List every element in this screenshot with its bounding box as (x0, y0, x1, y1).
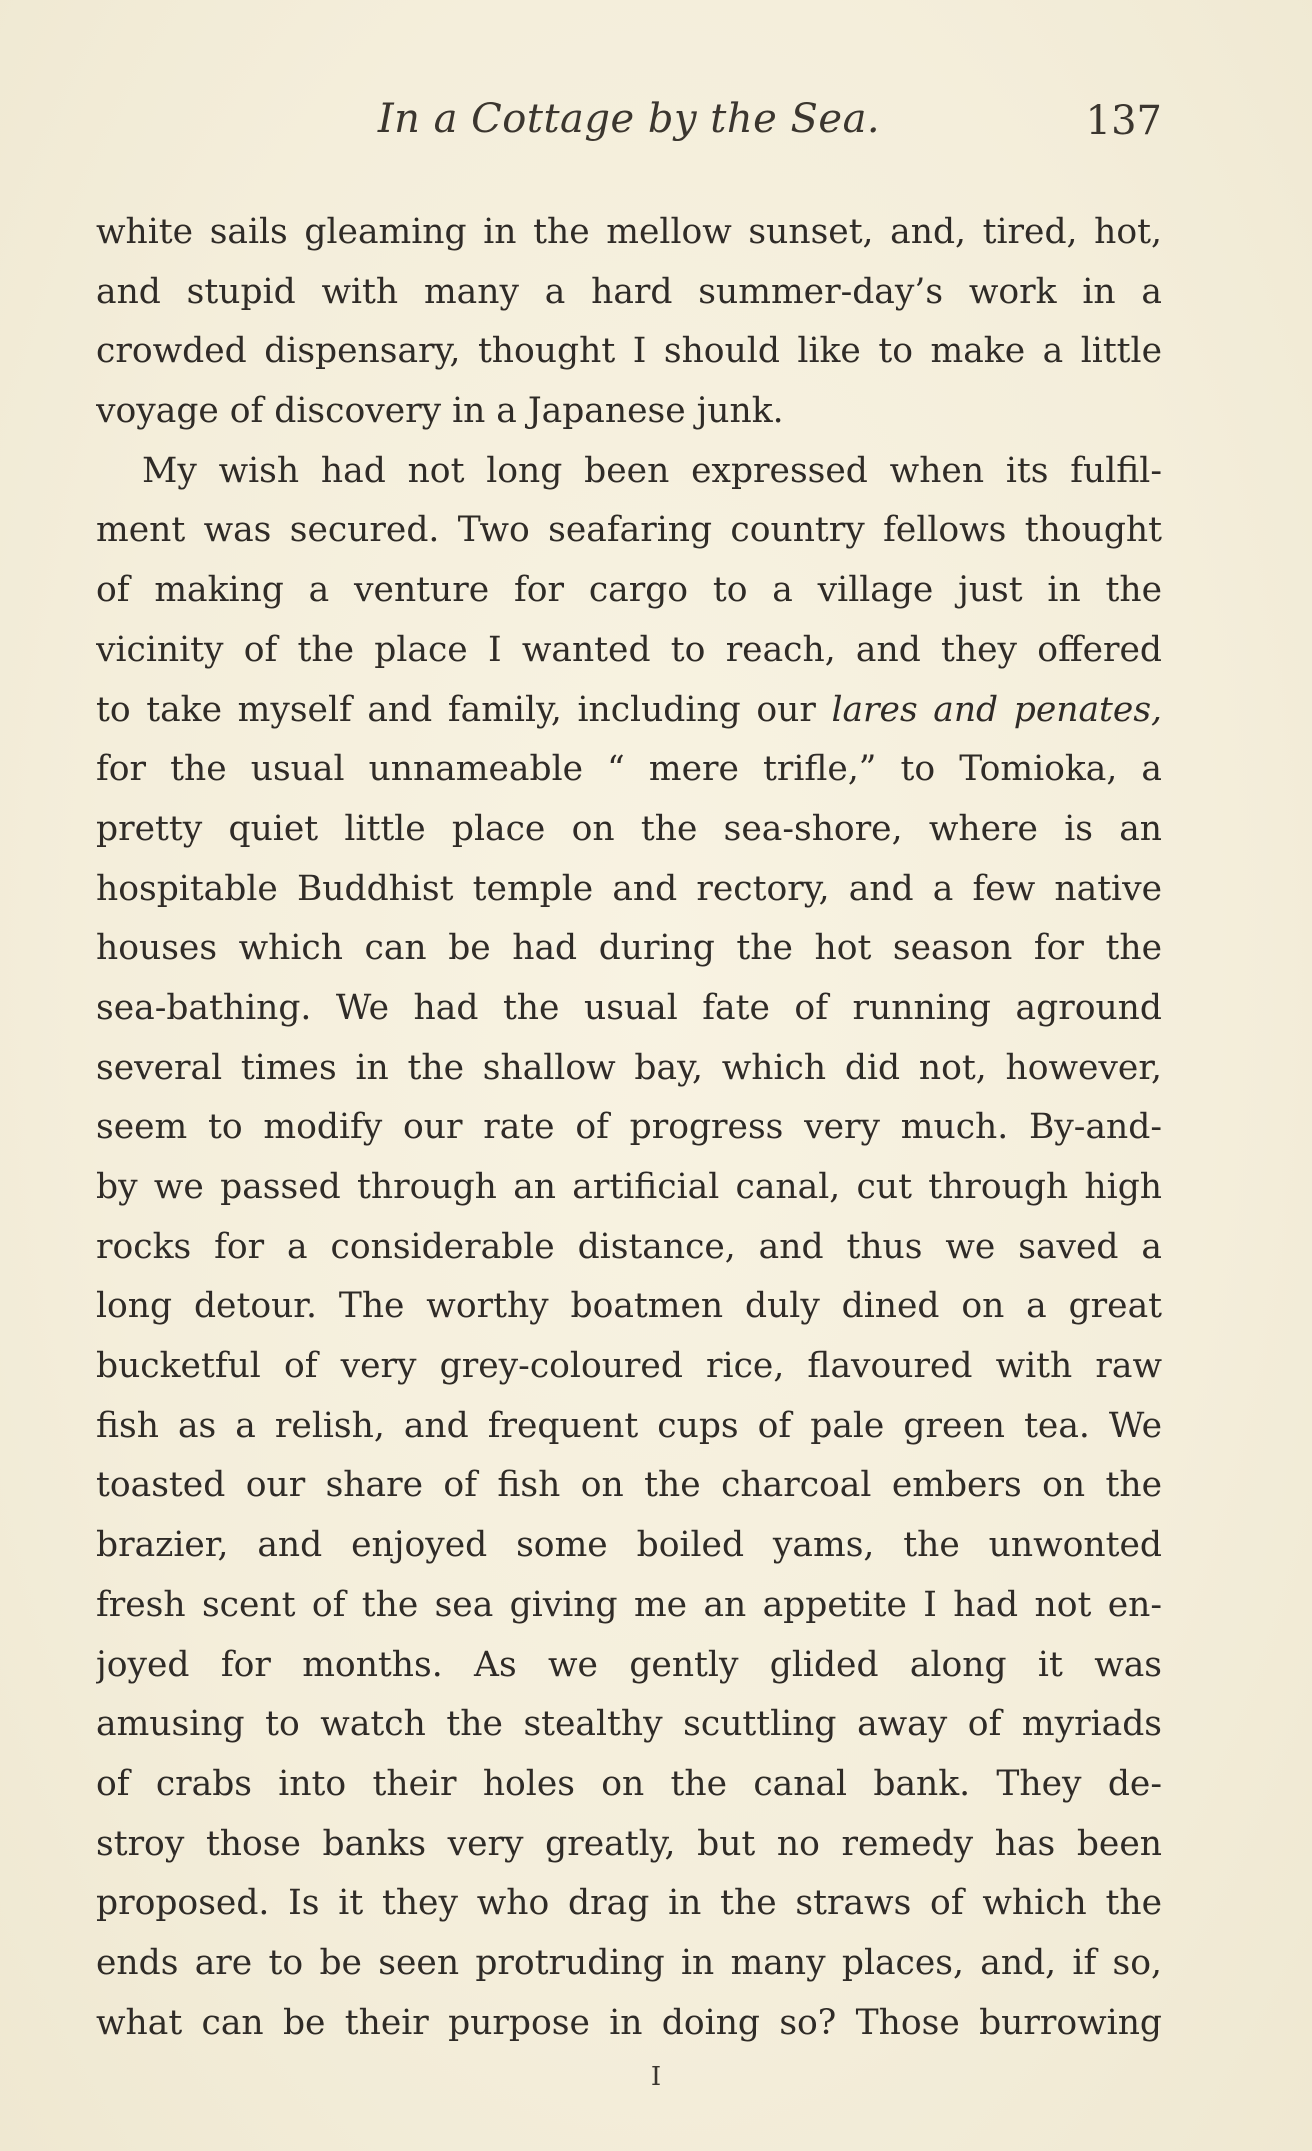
text-line: voyage of discovery in a Japanese junk. (96, 391, 784, 432)
running-head (96, 96, 1162, 156)
text-line: ment was secured. Two seafaring country fellows thought (96, 510, 1162, 551)
italic-phrase: lares and penates, (831, 689, 1162, 730)
text-line: My wish had not long been expressed when its fulfil- (142, 450, 1162, 491)
text-line: toasted our share of fish on the charcoal embers on the (96, 1465, 1162, 1506)
text-line: bucketful of very grey-coloured rice, flavoured with raw (96, 1346, 1162, 1387)
text-line: crowded dispensary, thought I should like to make a little (96, 331, 1162, 372)
text-line: what can be their purpose in doing so? Those burrowing (96, 2002, 1162, 2043)
text-line: by we passed through an artificial canal, cut through high (96, 1167, 1162, 1207)
text-line: pretty quiet little place on the sea-shore, where is an (96, 808, 1162, 849)
text-line: fish as a relish, and frequent cups of pale green tea. We (96, 1405, 1162, 1446)
text-line: for the usual unnameable “ mere trifle,” to Tomioka, a (96, 749, 1162, 790)
text-line: several times in the shallow bay, which did not, however, (96, 1047, 1162, 1088)
body-text (96, 203, 1162, 2053)
text-line: fresh scent of the sea giving me an appetite I had not en- (96, 1584, 1162, 1625)
text-line: rocks for a considerable distance, and thus we saved a (96, 1226, 1162, 1267)
text-line: ends are to be seen protruding in many places, and, if so, (96, 1942, 1162, 1983)
text-line: hospitable Buddhist temple and rectory, and a few native (96, 868, 1162, 909)
text-line: long detour. The worthy boatmen duly dined on a great (96, 1286, 1162, 1327)
text-line: seem to modify our rate of progress very much. By-and- (96, 1107, 1162, 1148)
text-line-with-italic (96, 681, 1162, 741)
text-line: brazier, and enjoyed some boiled yams, the unwonted (96, 1525, 1162, 1566)
text-line: stroy those banks very greatly, but no remedy has been (96, 1823, 1162, 1864)
text-line: of crabs into their holes on the canal bank. They de- (96, 1763, 1162, 1804)
text-line: houses which can be had during the hot season for the (96, 928, 1162, 969)
running-title: In a Cottage by the Sea. (377, 96, 881, 142)
text-line: amusing to watch the stealthy scuttling away of myriads (96, 1704, 1162, 1745)
text-line: sea-bathing. We had the usual fate of running aground (96, 987, 1162, 1028)
text-line: white sails gleaming in the mellow sunset, and, tired, hot, (96, 212, 1162, 252)
text-line-start: to take myself and family, including our (96, 689, 832, 730)
text-line: joyed for months. As we gently glided along it was (96, 1644, 1162, 1685)
page-number: 137 (1085, 98, 1162, 144)
text-line: and stupid with many a hard summer-day’s work in a (96, 271, 1162, 312)
text-line: of making a venture for cargo to a village just in the (96, 570, 1162, 611)
signature-mark: I (650, 2062, 662, 2092)
text-line: vicinity of the place I wanted to reach, and they offered (96, 629, 1162, 670)
text-line: proposed. Is it they who drag in the straws of which the (96, 1883, 1162, 1924)
